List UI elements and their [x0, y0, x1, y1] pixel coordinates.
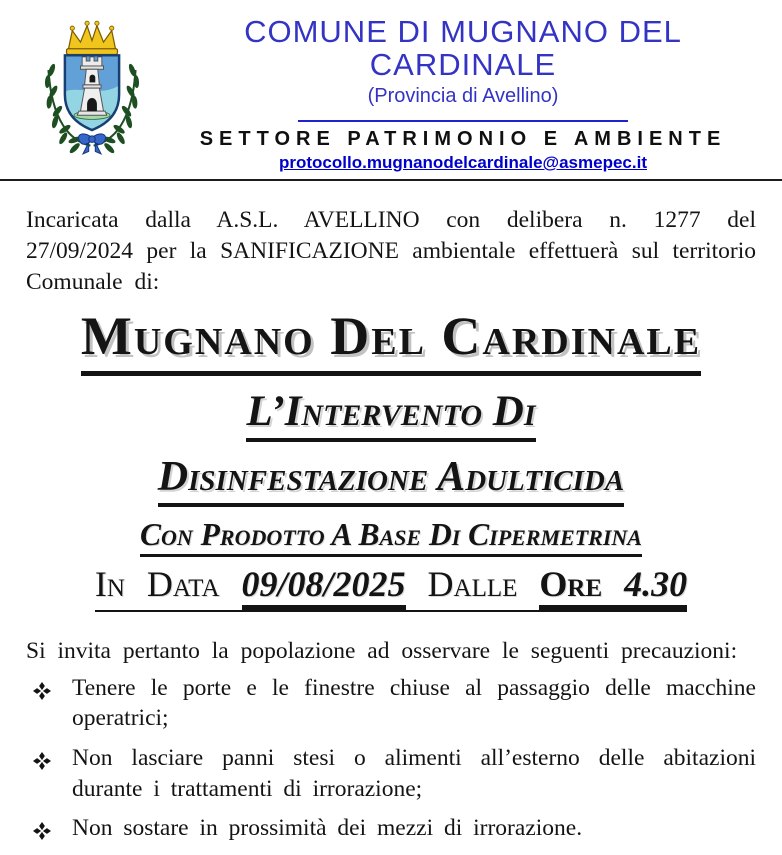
treatment-heading	[26, 455, 756, 507]
precaution-item	[26, 743, 756, 804]
municipality-title: COMUNE DI MUGNANO DEL CARDINALE	[244, 14, 682, 82]
crest-graphic	[22, 6, 162, 158]
town-name-text: Mugnano Del Cardinale	[81, 308, 701, 376]
notice-body	[0, 205, 782, 844]
precautions-intro: Si invita pertanto la popolazione ad osservare le seguenti precauzioni:	[26, 637, 738, 664]
intervention-text: L’Intervento Di	[246, 389, 535, 442]
four-diamonds-bullet-icon	[33, 818, 51, 849]
pec-email-link[interactable]: protocollo.mugnanodelcardinale@asmepec.it	[279, 153, 647, 173]
municipal-coat-of-arms-icon	[22, 6, 162, 163]
letterhead	[0, 0, 782, 173]
date-time-heading	[26, 566, 756, 612]
four-diamonds-bullet-icon	[33, 748, 51, 779]
hour-label: Ore	[539, 564, 603, 605]
letterhead-text-block	[162, 6, 764, 173]
intervention-heading	[26, 389, 756, 442]
date-time-line	[95, 566, 687, 612]
town-name-heading	[26, 308, 756, 376]
time-prefix-label: Dalle	[427, 564, 518, 605]
hour-group	[539, 564, 687, 610]
crown-icon	[67, 21, 118, 54]
precautions-list	[26, 673, 756, 844]
precaution-item	[26, 813, 756, 844]
email-line	[162, 153, 764, 173]
product-text: Con Prodotto A Base Di Cipermetrina	[140, 518, 642, 557]
precaution-item	[26, 673, 756, 734]
treatment-date: 09/08/2025	[242, 564, 406, 610]
header-divider	[0, 179, 782, 181]
announcement-block	[26, 308, 756, 612]
department-title: SETTORE PATRIMONIO E AMBIENTE	[199, 128, 727, 151]
ribbon-bow-icon	[79, 134, 106, 154]
province-subtitle: (Provincia di Avellino)	[367, 85, 559, 108]
precaution-text: Tenere le porte e le finestre chiuse al passaggio delle macchine operatrici;	[72, 674, 756, 732]
treatment-time: 4.30	[624, 564, 688, 605]
product-heading	[26, 518, 756, 557]
precaution-text: Non sostare in prossimità dei mezzi di irrorazione.	[72, 815, 583, 842]
date-prefix-label: In Data	[94, 564, 220, 605]
precaution-text: Non lasciare panni stesi o alimenti all’esterno delle abitazioni durante i trattamenti di irrorazione;	[72, 745, 756, 802]
four-diamonds-bullet-icon	[33, 678, 51, 709]
treatment-text: Disinfestazione Adulticida	[158, 455, 624, 507]
intro-paragraph: Incaricata dalla A.S.L. AVELLINO con delibera n. 1277 del 27/09/2024 per la SANIFICAZIONE ambientale effettuerà sul territorio Comunale di:	[26, 207, 756, 296]
header-blue-rule	[298, 120, 628, 122]
